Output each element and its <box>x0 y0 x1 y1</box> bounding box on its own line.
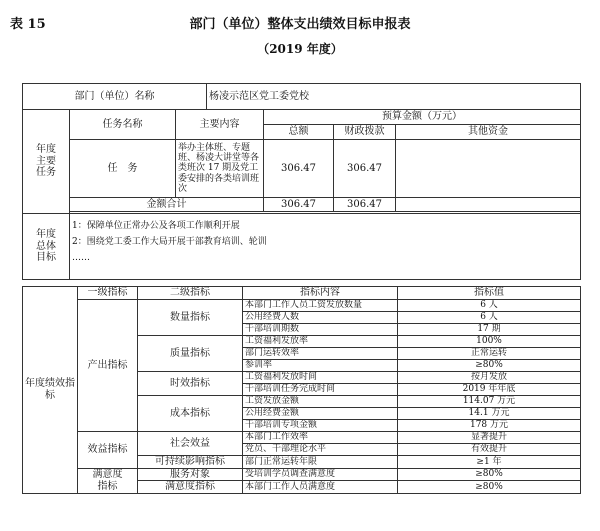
goals-side-label: 年度 总体 目标 <box>23 214 70 280</box>
l2-timeliness: 时效指标 <box>138 372 243 396</box>
task-other <box>396 140 581 198</box>
l2-quality: 质量指标 <box>138 336 243 372</box>
indicator-value: 按月发放 <box>398 372 581 384</box>
sum-other <box>396 198 581 212</box>
indicator-content: 工资福利发放时间 <box>243 372 398 384</box>
l1-header: 一级指标 <box>78 287 138 300</box>
sum-total: 306.47 <box>264 198 334 212</box>
indicator-content: 本部门工作效率 <box>243 432 398 444</box>
total-header: 总额 <box>264 125 334 140</box>
indicator-value: 正常运转 <box>398 348 581 360</box>
indicator-table <box>22 286 581 494</box>
l2-header: 二级指标 <box>138 287 243 300</box>
document-header <box>0 0 600 80</box>
value-header: 指标值 <box>398 287 581 300</box>
indicator-content: 部门运转效率 <box>243 348 398 360</box>
document-year: （2019 年度） <box>257 42 343 56</box>
tasks-side-label: 年度 主要 任务 <box>23 110 70 214</box>
dept-row <box>23 84 581 110</box>
content-header: 指标内容 <box>243 287 398 300</box>
dept-value: 杨凌示范区党工委党校 <box>207 84 581 110</box>
indicator-content: 本部门工作人员满意度 <box>243 481 398 494</box>
task-total: 306.47 <box>264 140 334 198</box>
other-header: 其他资金 <box>396 125 581 140</box>
task-fiscal: 306.47 <box>334 140 396 198</box>
indicator-content: 干部培训期数 <box>243 324 398 336</box>
sum-label: 金额合计 <box>70 198 264 212</box>
task-content: 举办主体班、专题班、杨凌大讲堂等各类班次 17 期及党工委安排的各类培训班次 <box>176 140 264 198</box>
goals-content <box>70 214 581 280</box>
indicator-content: 工资发放金额 <box>243 396 398 408</box>
indicator-content: 参训率 <box>243 360 398 372</box>
document-title: 部门（单位）整体支出绩效目标申报表 <box>189 17 411 32</box>
indicator-value: 显著提升 <box>398 432 581 444</box>
l1-output: 产出指标 <box>78 300 138 432</box>
task-name: 任 务 <box>70 140 176 198</box>
dept-label: 部门（单位）名称 <box>23 84 207 110</box>
fiscal-header: 财政拨款 <box>334 125 396 140</box>
indicator-content: 受培训学员调查满意度 <box>243 468 398 481</box>
indicator-value: 2019 年年底 <box>398 384 581 396</box>
indicator-content: 工资福利发放率 <box>243 336 398 348</box>
indicator-content: 公用经费人数 <box>243 312 398 324</box>
indicator-value: 有效提升 <box>398 444 581 456</box>
indicator-content: 公用经费金额 <box>243 408 398 420</box>
task-sum-row <box>23 198 581 212</box>
budget-header: 预算金额（万元） <box>264 110 581 125</box>
indicator-value: ≥1 年 <box>398 456 581 469</box>
l2-service: 服务对象 <box>138 468 243 481</box>
goal-line-3: …… <box>72 253 90 263</box>
goal-line-1: 1：保障单位正常办公及各项工作顺利开展 <box>72 221 240 231</box>
sum-fiscal: 306.47 <box>334 198 396 212</box>
indicator-value: 17 期 <box>398 324 581 336</box>
indicator-value: 100% <box>398 336 581 348</box>
l2-quantity: 数量指标 <box>138 300 243 336</box>
indicator-value: 114.07 万元 <box>398 396 581 408</box>
table-number: 表 15 <box>10 17 46 32</box>
indicator-value: 14.1 万元 <box>398 408 581 420</box>
task-name-header: 任务名称 <box>70 110 176 140</box>
task-row <box>23 140 581 198</box>
indicator-value: ≥80% <box>398 481 581 494</box>
l1-benefit: 效益指标 <box>78 432 138 469</box>
indicator-header-row <box>23 287 581 300</box>
indicator-content: 部门正常运转年限 <box>243 456 398 469</box>
indicator-row <box>23 468 581 481</box>
indicator-value: 6 人 <box>398 312 581 324</box>
l2-social: 社会效益 <box>138 432 243 456</box>
indicator-value: 178 万元 <box>398 420 581 432</box>
l2-sustainable: 可持续影响指标 <box>138 456 243 469</box>
l2-cost: 成本指标 <box>138 396 243 432</box>
indicators-side-label: 年度绩效指标 <box>23 287 78 494</box>
task-content-header: 主要内容 <box>176 110 264 140</box>
indicator-row <box>23 300 581 312</box>
performance-table <box>22 83 581 280</box>
indicator-row <box>23 432 581 444</box>
indicator-value: ≥80% <box>398 468 581 481</box>
task-header-row <box>23 110 581 125</box>
l2-satisfaction: 满意度指标 <box>138 481 243 494</box>
indicator-content: 党员、干部理论水平 <box>243 444 398 456</box>
goals-row <box>23 214 581 280</box>
indicator-value: ≥80% <box>398 360 581 372</box>
indicator-content: 本部门工作人员工资发放数量 <box>243 300 398 312</box>
indicator-content: 干部培训任务完成时间 <box>243 384 398 396</box>
goal-line-2: 2：围绕党工委工作大局开展干部教育培训、轮训 <box>72 237 267 247</box>
indicator-value: 6 人 <box>398 300 581 312</box>
indicator-content: 干部培训专项金额 <box>243 420 398 432</box>
l1-satisfaction: 满意度 指标 <box>78 468 138 493</box>
